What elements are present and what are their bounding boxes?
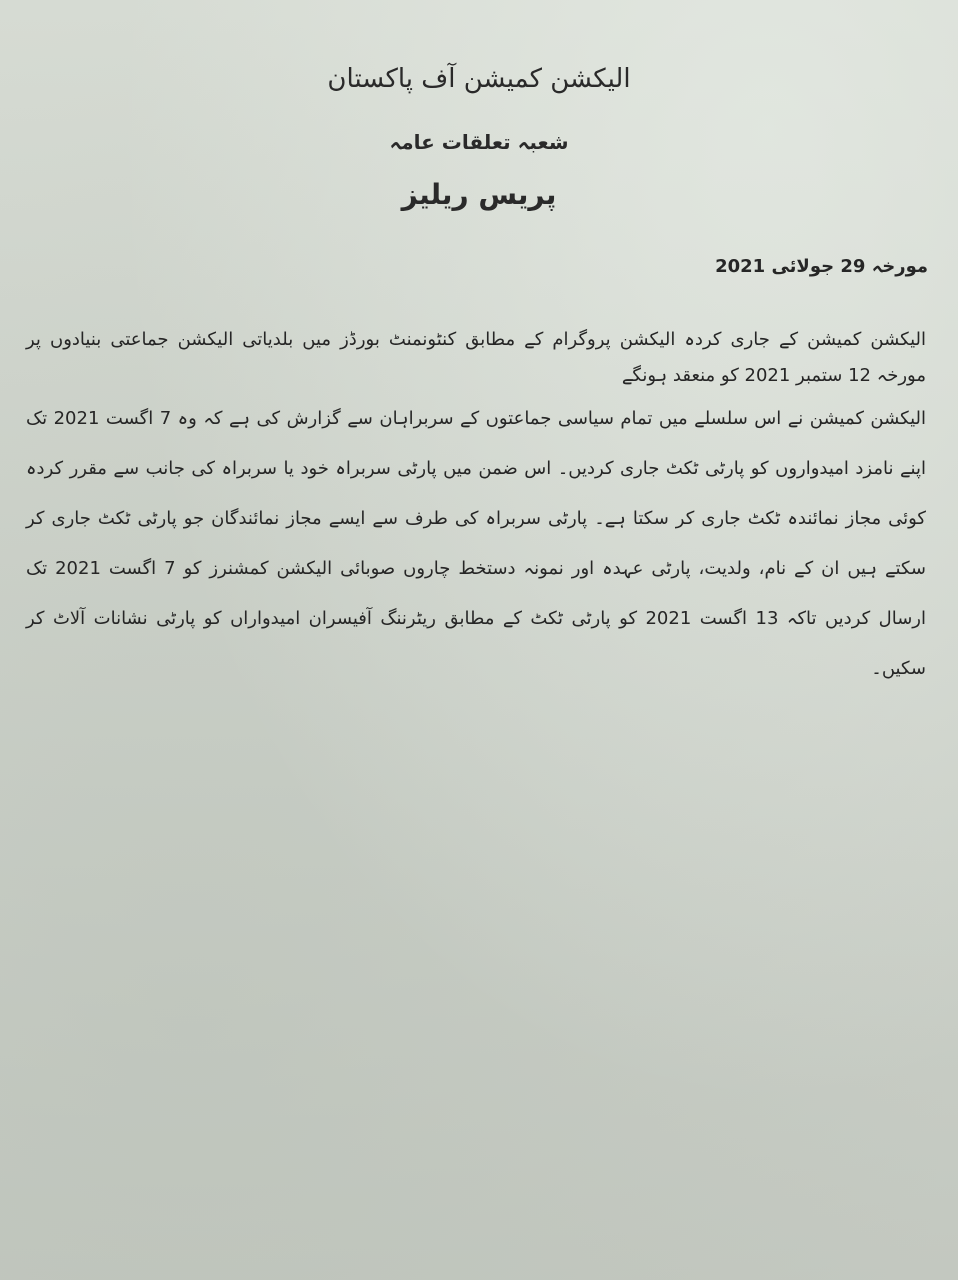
press-release-title: پریس ریلیز <box>401 178 557 211</box>
department-title: شعبہ تعلقات عامہ <box>389 130 569 154</box>
paragraph-election-schedule: الیکشن کمیشن کے جاری کردہ الیکشن پروگرام کے مطابق کنٹونمنٹ بورڈز میں بلدیاتی الیکشن جماعتی بنیادوں پر مورخہ 12 ستمبر 2021 کو منعقد ہونگے <box>26 329 926 386</box>
paragraph-party-tickets: الیکشن کمیشن نے اس سلسلے میں تمام سیاسی جماعتوں کے سربراہان سے گزارش کی ہے کہ وہ 7 اگست 2021 تک اپنے نامزد امیدواروں کو پارٹی ٹکٹ جاری کردیں۔ اس ضمن میں پارٹی سربراہ خود یا سربراہ کی جانب سے مقرر کردہ کوئی مجاز نمائندہ ٹکٹ جاری کر سکتا ہے۔ پارٹی سربراہ کی طرف سے ایسے مجاز نمائندگان جو پارٹی ٹکٹ جاری کر سکتے ہیں ان کے نام، ولدیت، پارٹی عہدہ اور نمونہ دستخط چاروں صوبائی الیکشن کمشنرز کو 7 اگست 2021 تک ارسال کردیں تاکہ 13 اگست 2021 کو پارٹی ٹکٹ کے مطابق ریٹرننگ آفیسران امیدواراں کو پارٹی نشانات آلاٹ کر سکیں۔ <box>26 408 927 679</box>
organization-title: الیکشن کمیشن آف پاکستان <box>327 64 631 94</box>
release-date: مورخہ 29 جولائی 2021 <box>715 256 928 277</box>
